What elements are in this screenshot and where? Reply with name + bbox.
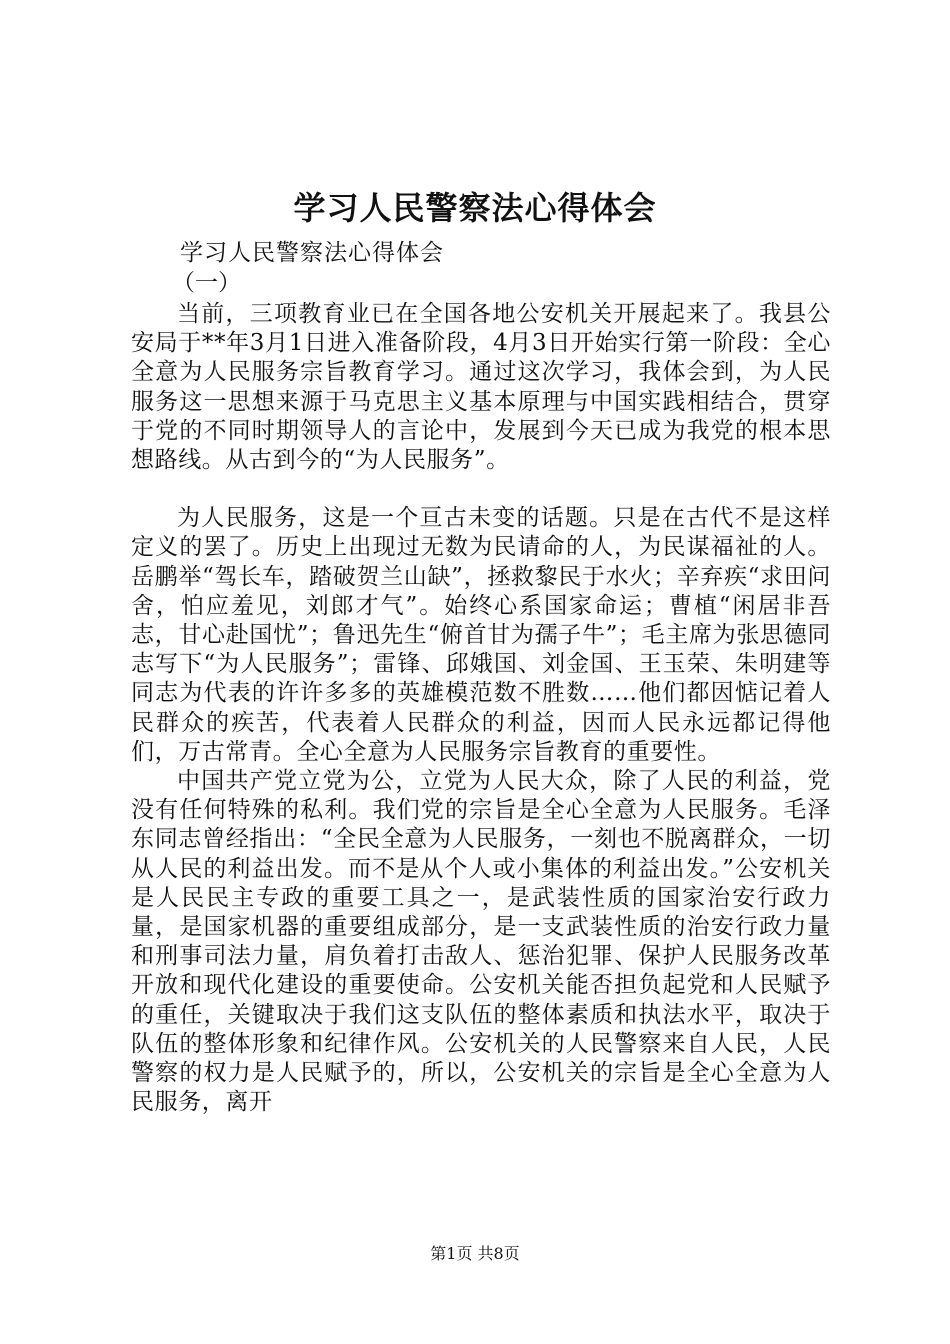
paragraph-gap (131, 475, 831, 504)
section-number: （一） (172, 270, 241, 296)
document-body (131, 300, 831, 1117)
paragraph-3: 中国共产党立党为公，立党为人民大众，除了人民的利益，党没有任何特殊的私利。我们党的宗旨是全心全意为人民服务。毛泽东同志曾经指出：“全民全意为人民服务，一刻也不脱离群众，一切从人民的利益出发。而不是从个人或小集体的利益出发。”公安机关是人民民主专政的重要工具之一，是武装性质的国家治安行政力量，是国家机器的重要组成部分，是一支武装性质的治安行政力量和刑事司法力量，肩负着打击敌人、惩治犯罪、保护人民服务改革开放和现代化建设的重要使命。公安机关能否担负起党和人民赋予的重任，关键取决于我们这支队伍的整体素质和执法水平，取决于队伍的整体形象和纪律作风。公安机关的人民警察来自人民，人民警察的权力是人民赋予的，所以，公安机关的宗旨是全心全意为人民服务，离开 (131, 768, 831, 1116)
document-title: 学习人民警察法心得体会 (293, 189, 657, 227)
document-subtitle: 学习人民警察法心得体会 (180, 240, 444, 266)
paragraph-1: 当前，三项教育业已在全国各地公安机关开展起来了。我县公安局于**年3月1日进入准备阶段，4月3日开始实行第一阶段：全心全意为人民服务宗旨教育学习。通过这次学习，我体会到，为人民服务这一思想来源于马克思主义基本原理与中国实践相结合，贯穿于党的不同时期领导人的言论中，发展到今天已成为我党的根本思想路线。从古到今的“为人民服务”。 (131, 301, 831, 474)
paragraph-2: 为人民服务，这是一个亘古未变的话题。只是在古代不是这样定义的罢了。历史上出现过无数为民请命的人，为民谋福祉的人。岳鹏举“驾长车，踏破贺兰山缺”，拯救黎民于水火；辛弃疾“求田问舍，怕应羞见，刘郎才气”。始终心系国家命运；曹植“闲居非吾志，甘心赴国忧”；鲁迅先生“俯首甘为孺子牛”；毛主席为张思德同志写下“为人民服务”；雷锋、邱娥国、刘金国、王玉荣、朱明建等同志为代表的许许多多的英雄模范数不胜数……他们都因惦记着人民群众的疾苦，代表着人民群众的利益，因而人民永远都记得他们，万古常青。全心全意为人民服务宗旨教育的重要性。 (131, 505, 831, 765)
page-footer: 第1页 共8页 (430, 1244, 520, 1263)
